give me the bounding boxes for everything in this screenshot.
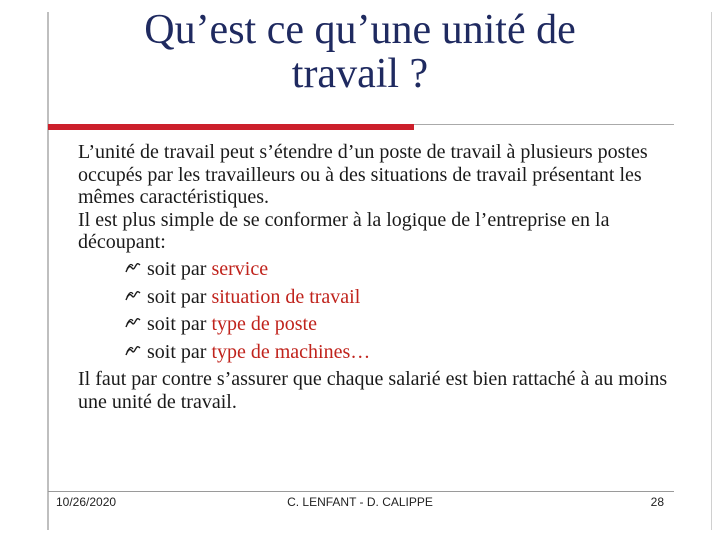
- wave-bullet-icon: [125, 343, 141, 359]
- title-line-2: travail ?: [291, 51, 429, 97]
- right-frame-line: [711, 12, 712, 530]
- footer-divider: [48, 491, 674, 492]
- paragraph-3: Il faut par contre s’assurer que chaque salarié est bien rattaché à au moins une unité de travail.: [78, 368, 668, 413]
- title-underline-gray: [414, 124, 674, 125]
- title-underline-red: [48, 124, 414, 130]
- wave-bullet-icon: [125, 315, 141, 331]
- bullet-item: [78, 341, 678, 364]
- bullet-item: [78, 313, 678, 336]
- footer-author: C. LENFANT - D. CALIPPE: [287, 495, 433, 509]
- wave-bullet-icon: [125, 288, 141, 304]
- bullet-prefix: soit par: [147, 285, 212, 308]
- slide-body: [78, 141, 678, 414]
- slide-title: [60, 8, 660, 96]
- bullet-highlight: situation de travail: [211, 285, 361, 308]
- footer-date: 10/26/2020: [56, 495, 117, 509]
- bullet-prefix: soit par: [147, 257, 212, 280]
- wave-bullet-icon: [125, 260, 141, 276]
- bullet-item: [78, 286, 678, 309]
- paragraph-2: Il est plus simple de se conformer à la logique de l’entreprise en la découpant:: [78, 208, 610, 254]
- left-frame-line: [47, 12, 49, 530]
- bullet-highlight: type de machines…: [211, 340, 371, 363]
- bullet-prefix: soit par: [147, 313, 212, 336]
- bullet-highlight: type de poste: [211, 313, 317, 336]
- bullet-prefix: soit par: [147, 340, 212, 363]
- footer-page-number: 28: [650, 495, 664, 509]
- title-line-1: Qu’est ce qu’une unité de: [144, 7, 576, 53]
- bullet-item: [78, 258, 678, 281]
- paragraph-1: L’unité de travail peut s’étendre d’un poste de travail à plusieurs postes occupés par les travailleurs ou à des situations de travail présentant les mêmes caractéristiques.: [78, 141, 648, 209]
- bullet-highlight: service: [211, 257, 269, 280]
